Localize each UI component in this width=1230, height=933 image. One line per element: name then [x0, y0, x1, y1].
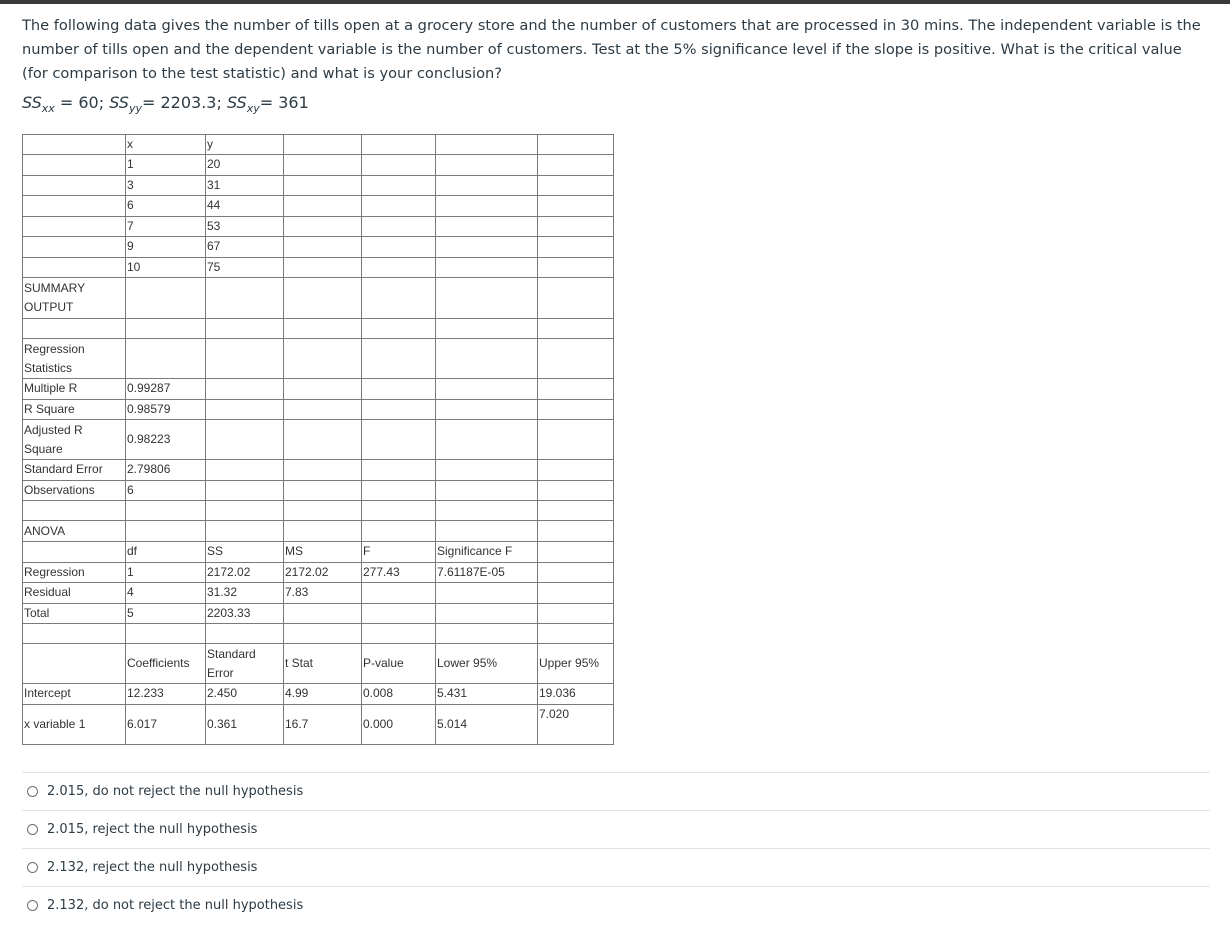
table-cell	[436, 237, 538, 258]
table-cell	[23, 624, 126, 644]
table-row	[23, 278, 614, 319]
table-cell	[436, 216, 538, 237]
table-cell: 12.233	[126, 684, 206, 705]
table-cell	[362, 319, 436, 339]
table-cell	[284, 175, 362, 196]
table-cell	[436, 420, 538, 460]
table-cell	[126, 521, 206, 542]
ss-yy-label: SS	[109, 93, 129, 112]
table-cell	[436, 379, 538, 400]
question-text: The following data gives the number of tills open at a grocery store and the number of customers that are processed in 30 mins. The independent variable is the number of tills open and the dependent variable is the number of customers. Test at the 5% significance level if the slope is positive. What is the critical value (for comparison to the test statistic) and what is your conclusion?	[22, 17, 1201, 82]
table-cell: 2172.02	[206, 562, 284, 583]
table-cell	[362, 175, 436, 196]
radio-button[interactable]	[27, 862, 38, 873]
table-cell: 277.43	[362, 562, 436, 583]
ss-xx-sub: xx	[41, 102, 55, 116]
table-cell	[436, 155, 538, 176]
answer-option-label: 2.015, do not reject the null hypothesis	[47, 784, 304, 799]
table-cell	[538, 521, 614, 542]
table-cell	[23, 216, 126, 237]
table-cell	[126, 319, 206, 339]
table-cell	[538, 542, 614, 563]
table-cell	[206, 624, 284, 644]
table-cell	[284, 420, 362, 460]
table-cell	[538, 135, 614, 155]
table-row	[23, 704, 614, 744]
table-cell	[436, 501, 538, 521]
answer-option[interactable]	[22, 886, 1210, 924]
table-row	[23, 216, 614, 237]
table-cell: SUMMARY OUTPUT	[23, 278, 126, 319]
table-cell	[284, 624, 362, 644]
table-cell	[538, 278, 614, 319]
table-cell	[436, 521, 538, 542]
table-cell	[436, 339, 538, 379]
table-cell	[362, 624, 436, 644]
radio-button[interactable]	[27, 786, 38, 797]
table-cell	[284, 278, 362, 319]
table-cell: 3	[126, 175, 206, 196]
table-cell: P-value	[362, 644, 436, 684]
table-cell: 7.61187E-05	[436, 562, 538, 583]
table-row	[23, 624, 614, 644]
table-cell	[23, 237, 126, 258]
table-row	[23, 501, 614, 521]
table-cell: 7.83	[284, 583, 362, 604]
table-row	[23, 196, 614, 217]
ss-xx-label: SS	[22, 93, 42, 112]
table-cell	[284, 480, 362, 501]
table-cell	[362, 480, 436, 501]
ss-xy-label: SS	[226, 93, 247, 112]
table-cell	[538, 237, 614, 258]
table-cell	[284, 603, 362, 624]
ss-xy-sub: xy	[246, 102, 260, 116]
table-cell	[206, 379, 284, 400]
table-cell: 67	[206, 237, 284, 258]
table-cell: 2203.33	[206, 603, 284, 624]
answer-option-label: 2.132, do not reject the null hypothesis	[47, 898, 304, 913]
table-cell	[284, 155, 362, 176]
table-cell	[538, 480, 614, 501]
table-cell: Intercept	[23, 684, 126, 705]
table-cell	[538, 562, 614, 583]
table-cell	[284, 319, 362, 339]
table-cell	[126, 624, 206, 644]
table-cell: 7	[126, 216, 206, 237]
table-cell: t Stat	[284, 644, 362, 684]
table-cell	[206, 521, 284, 542]
table-row	[23, 521, 614, 542]
table-cell	[23, 501, 126, 521]
table-cell: 5.431	[436, 684, 538, 705]
table-cell	[538, 624, 614, 644]
table-cell	[436, 135, 538, 155]
ss-xy-value: = 361	[259, 93, 309, 112]
table-cell	[206, 420, 284, 460]
table-cell	[538, 379, 614, 400]
radio-button[interactable]	[27, 900, 38, 911]
table-cell: 2.79806	[126, 460, 206, 481]
table-cell: Residual	[23, 583, 126, 604]
table-row	[23, 155, 614, 176]
table-cell	[538, 319, 614, 339]
table-row	[23, 583, 614, 604]
table-cell: Multiple R	[23, 379, 126, 400]
table-cell	[284, 501, 362, 521]
answer-option-label: 2.132, reject the null hypothesis	[47, 860, 258, 875]
table-cell	[23, 319, 126, 339]
table-cell: 7.020	[538, 704, 614, 744]
table-row	[23, 379, 614, 400]
table-cell	[362, 501, 436, 521]
table-row	[23, 480, 614, 501]
answer-option[interactable]	[22, 810, 1210, 848]
table-cell	[362, 216, 436, 237]
table-cell	[436, 319, 538, 339]
table-cell: 5	[126, 603, 206, 624]
table-cell	[362, 583, 436, 604]
ss-yy-value: = 2203.3;	[141, 93, 227, 112]
table-row	[23, 135, 614, 155]
table-cell: 0.98223	[126, 420, 206, 460]
table-cell	[23, 542, 126, 563]
table-cell	[284, 399, 362, 420]
table-cell: 5.014	[436, 704, 538, 744]
table-cell	[284, 339, 362, 379]
table-cell	[362, 155, 436, 176]
table-cell	[284, 216, 362, 237]
table-cell: 0.99287	[126, 379, 206, 400]
table-cell: Standard Error	[23, 460, 126, 481]
table-cell: Total	[23, 603, 126, 624]
table-cell	[538, 399, 614, 420]
table-cell: 0.008	[362, 684, 436, 705]
table-cell	[362, 135, 436, 155]
table-cell	[284, 135, 362, 155]
table-cell	[23, 175, 126, 196]
table-cell	[126, 501, 206, 521]
table-cell	[436, 175, 538, 196]
table-cell: 4	[126, 583, 206, 604]
table-cell	[206, 480, 284, 501]
table-cell	[206, 278, 284, 319]
top-bar	[0, 0, 1230, 4]
table-cell	[206, 399, 284, 420]
table-cell: 2172.02	[284, 562, 362, 583]
table-row	[23, 542, 614, 563]
table-cell	[538, 257, 614, 278]
table-cell: 31	[206, 175, 284, 196]
table-row	[23, 684, 614, 705]
table-cell	[436, 399, 538, 420]
table-cell	[23, 644, 126, 684]
table-row	[23, 319, 614, 339]
table-cell	[23, 257, 126, 278]
answer-option[interactable]	[22, 848, 1210, 886]
table-cell	[284, 521, 362, 542]
table-cell	[284, 237, 362, 258]
table-cell	[436, 583, 538, 604]
table-cell	[206, 319, 284, 339]
table-cell	[538, 460, 614, 481]
table-cell: 75	[206, 257, 284, 278]
table-row	[23, 562, 614, 583]
table-cell	[284, 379, 362, 400]
table-cell	[538, 196, 614, 217]
table-cell	[206, 501, 284, 521]
table-cell	[362, 420, 436, 460]
table-row	[23, 460, 614, 481]
table-cell	[362, 603, 436, 624]
table-cell	[436, 196, 538, 217]
table-cell	[362, 278, 436, 319]
table-row	[23, 257, 614, 278]
table-cell	[362, 379, 436, 400]
table-cell	[538, 583, 614, 604]
table-cell	[284, 460, 362, 481]
radio-button[interactable]	[27, 824, 38, 835]
table-cell: 20	[206, 155, 284, 176]
table-cell: 9	[126, 237, 206, 258]
table-cell	[284, 257, 362, 278]
table-cell	[538, 339, 614, 379]
table-cell	[436, 460, 538, 481]
table-cell: Lower 95%	[436, 644, 538, 684]
table-cell	[538, 216, 614, 237]
table-cell: Standard Error	[206, 644, 284, 684]
table-cell	[362, 460, 436, 481]
table-row	[23, 603, 614, 624]
table-cell: 0.000	[362, 704, 436, 744]
table-cell	[362, 399, 436, 420]
table-cell: 44	[206, 196, 284, 217]
table-cell	[206, 460, 284, 481]
table-cell	[206, 339, 284, 379]
table-cell: MS	[284, 542, 362, 563]
table-row	[23, 644, 614, 684]
regression-output-table	[22, 134, 614, 745]
table-cell	[436, 624, 538, 644]
table-row	[23, 237, 614, 258]
table-cell: Regression Statistics	[23, 339, 126, 379]
table-cell: Adjusted R Square	[23, 420, 126, 460]
table-cell: 0.98579	[126, 399, 206, 420]
table-cell	[126, 339, 206, 379]
table-cell	[538, 603, 614, 624]
table-cell	[362, 521, 436, 542]
answer-option-label: 2.015, reject the null hypothesis	[47, 822, 258, 837]
table-cell	[436, 278, 538, 319]
table-cell	[538, 501, 614, 521]
table-cell: 6	[126, 480, 206, 501]
table-row	[23, 399, 614, 420]
table-cell	[538, 420, 614, 460]
table-cell	[362, 257, 436, 278]
table-cell	[436, 257, 538, 278]
table-cell: df	[126, 542, 206, 563]
table-row	[23, 175, 614, 196]
answer-option[interactable]	[22, 772, 1210, 810]
table-row	[23, 339, 614, 379]
table-cell	[23, 196, 126, 217]
ss-yy-sub: yy	[128, 102, 142, 116]
table-cell: 0.361	[206, 704, 284, 744]
table-cell	[538, 155, 614, 176]
table-cell	[126, 278, 206, 319]
table-cell: x	[126, 135, 206, 155]
table-cell: Regression	[23, 562, 126, 583]
table-cell: 6.017	[126, 704, 206, 744]
table-cell: 1	[126, 562, 206, 583]
table-cell: 19.036	[538, 684, 614, 705]
table-cell: ANOVA	[23, 521, 126, 542]
table-cell	[284, 196, 362, 217]
table-cell: Upper 95%	[538, 644, 614, 684]
table-cell: Coefficients	[126, 644, 206, 684]
answer-options	[22, 772, 1210, 924]
table-cell: F	[362, 542, 436, 563]
table-cell: 31.32	[206, 583, 284, 604]
table-cell: 16.7	[284, 704, 362, 744]
table-cell: Significance F	[436, 542, 538, 563]
table-cell	[362, 237, 436, 258]
table-cell: 1	[126, 155, 206, 176]
table-cell: y	[206, 135, 284, 155]
table-cell	[436, 480, 538, 501]
ss-xx-value: = 60;	[59, 93, 110, 112]
table-cell	[23, 155, 126, 176]
table-cell	[538, 175, 614, 196]
table-cell: 2.450	[206, 684, 284, 705]
table-cell: 6	[126, 196, 206, 217]
table-cell: 53	[206, 216, 284, 237]
table-cell	[436, 603, 538, 624]
table-cell: x variable 1	[23, 704, 126, 744]
table-cell: Observations	[23, 480, 126, 501]
table-cell	[362, 196, 436, 217]
table-row	[23, 420, 614, 460]
table-cell: R Square	[23, 399, 126, 420]
table-cell	[23, 135, 126, 155]
table-cell: 4.99	[284, 684, 362, 705]
sums-of-squares	[22, 93, 309, 115]
table-cell: 10	[126, 257, 206, 278]
table-cell	[362, 339, 436, 379]
table-cell: SS	[206, 542, 284, 563]
